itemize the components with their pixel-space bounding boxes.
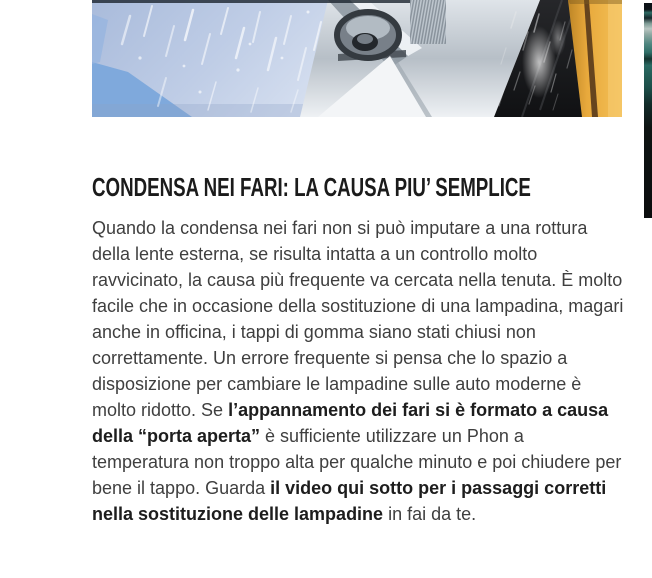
- right-edge-partial-image: [644, 3, 652, 218]
- headlight-condensation-photo: [92, 0, 622, 117]
- headlight-photo-graphic: [92, 0, 622, 117]
- article-paragraph: [92, 215, 625, 527]
- article-title-text: CONDENSA NEI FARI: LA CAUSA PIU’ SEMPLICE: [92, 172, 531, 202]
- article-title: [92, 172, 625, 202]
- paragraph-segment: è sufficiente utilizzare un Phon a temperatura non troppo alta per qualche minuto e poi chiudere per bene il tappo. Guarda: [92, 426, 622, 498]
- paragraph-segment: Quando la condensa nei fari non si può imputare a una rottura della lente esterna, se risulta intatta a un controllo molto ravvicinato, la causa più frequente va cercata nella tenuta. È molto facile che in occasione della sostituzione di una lampadina, magari anche in officina, i tappi di gomma siano stati chiusi non correttamente. Un errore frequente si pensa che lo spazio a disposizione per cambiare le lampadine sulle auto moderne è molto ridotto. Se: [92, 218, 624, 420]
- article-body: [92, 117, 625, 527]
- paragraph-segment: in fai da te.: [383, 504, 477, 524]
- paragraph-bold-segment: il video qui sotto per i passaggi corretti nella sostituzione delle lampadine: [92, 478, 607, 524]
- paragraph-bold-segment: l’appannamento dei fari si è formato a causa della “porta aperta”: [92, 400, 609, 446]
